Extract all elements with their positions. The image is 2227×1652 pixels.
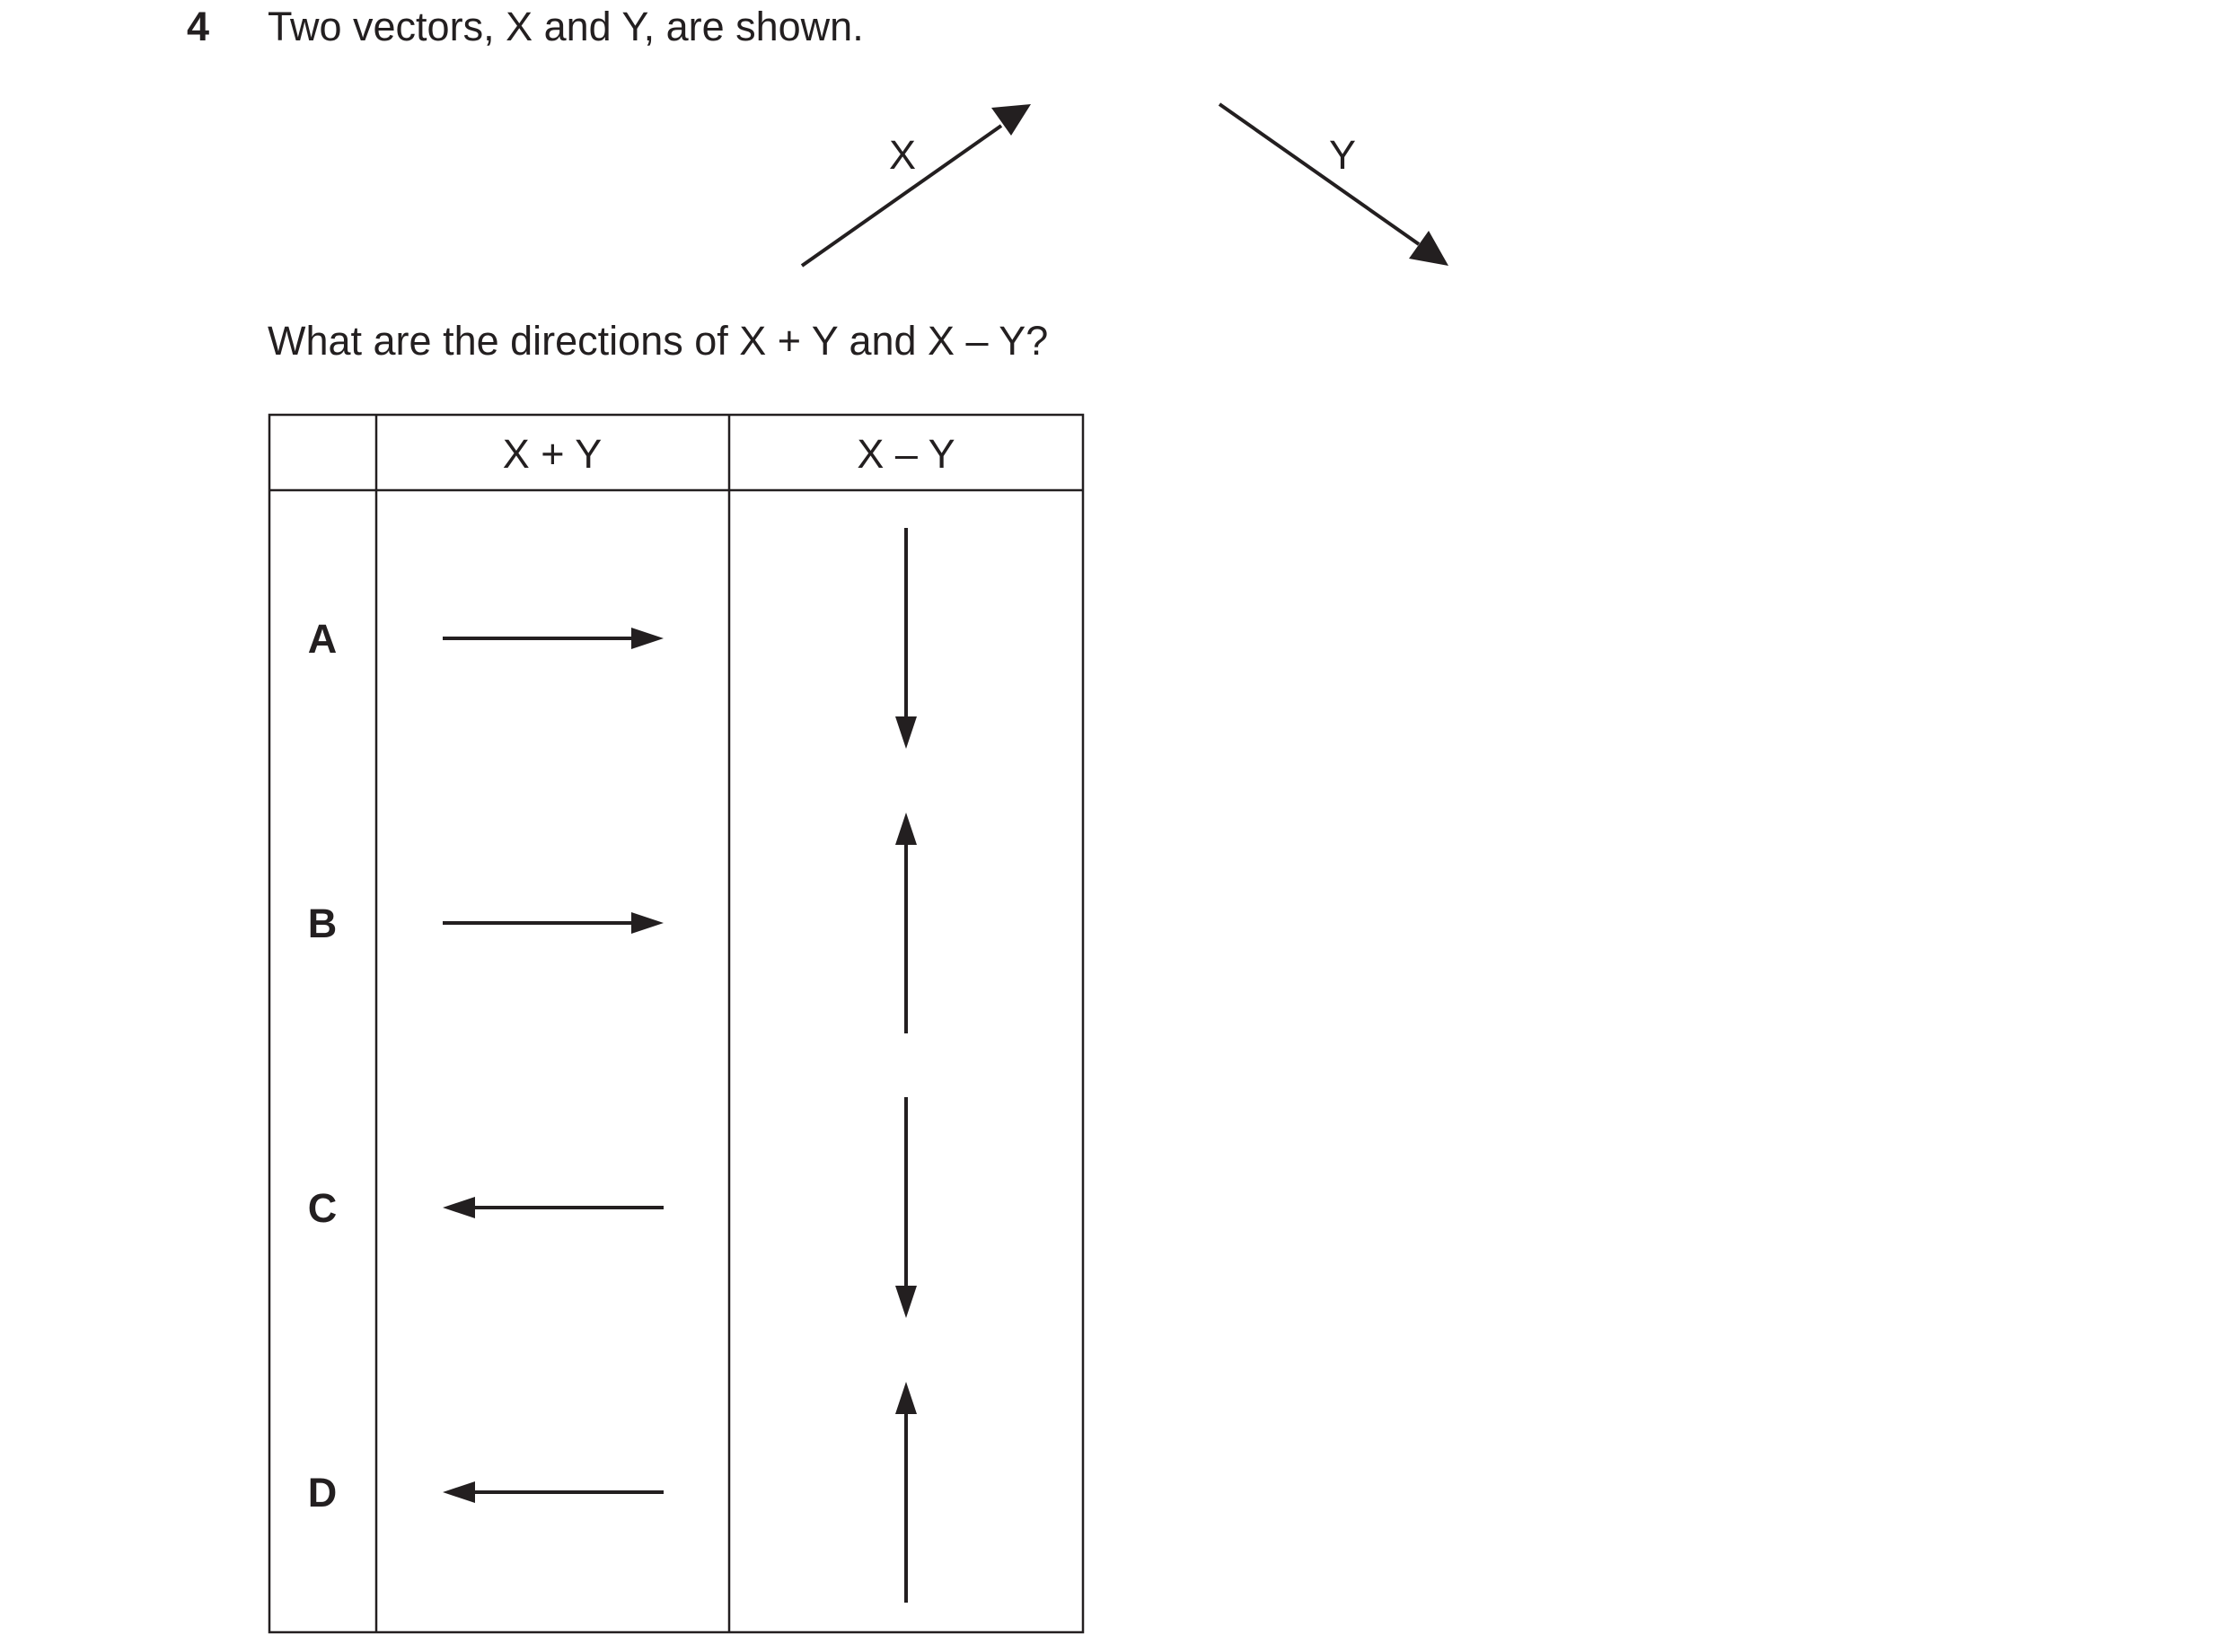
sum-arrow-left-d	[443, 1481, 664, 1503]
vector-x-arrowhead	[991, 104, 1031, 136]
question-stem: Two vectors, X and Y, are shown.	[268, 4, 864, 49]
table-row	[308, 813, 917, 1033]
difference-arrow-down-a-head	[895, 716, 917, 749]
table-row	[308, 1097, 917, 1318]
difference-arrow-down-a	[895, 528, 917, 749]
sum-arrow-right-b	[443, 912, 664, 934]
difference-arrow-down-c-head	[895, 1286, 917, 1318]
difference-arrow-up-b	[895, 813, 917, 1033]
difference-arrow-up-b-head	[895, 813, 917, 845]
option-label-c: C	[307, 1185, 338, 1231]
option-label-d: D	[307, 1470, 338, 1516]
table-row	[308, 528, 917, 749]
sum-arrow-right-a-head	[631, 628, 664, 649]
vector-x	[802, 104, 1031, 266]
option-label-a: A	[307, 616, 338, 662]
difference-arrow-up-d	[895, 1382, 917, 1603]
vector-y-label: Y	[1328, 132, 1357, 178]
difference-arrow-down-c	[895, 1097, 917, 1318]
vector-y-arrowhead	[1409, 231, 1448, 266]
vector-y	[1219, 104, 1448, 266]
sum-arrow-right-a	[443, 628, 664, 649]
question-prompt: What are the directions of X + Y and X – Y?	[268, 318, 1049, 364]
difference-arrow-up-d-head	[895, 1382, 917, 1414]
answer-table	[269, 415, 1083, 1632]
sum-arrow-left-c	[443, 1197, 664, 1218]
sum-arrow-right-b-head	[631, 912, 664, 934]
option-label-b: B	[307, 901, 338, 946]
question-number: 4	[187, 4, 210, 49]
sum-arrow-left-c-head	[443, 1197, 475, 1218]
vector-x-label: X	[888, 132, 917, 178]
table-border	[269, 415, 1083, 1632]
sum-arrow-left-d-head	[443, 1481, 475, 1503]
header-x-minus-y: X – Y	[857, 431, 955, 477]
header-x-plus-y: X + Y	[502, 431, 603, 477]
table-rows	[308, 528, 917, 1603]
table-row	[308, 1382, 917, 1603]
vector-y-line	[1219, 104, 1419, 244]
